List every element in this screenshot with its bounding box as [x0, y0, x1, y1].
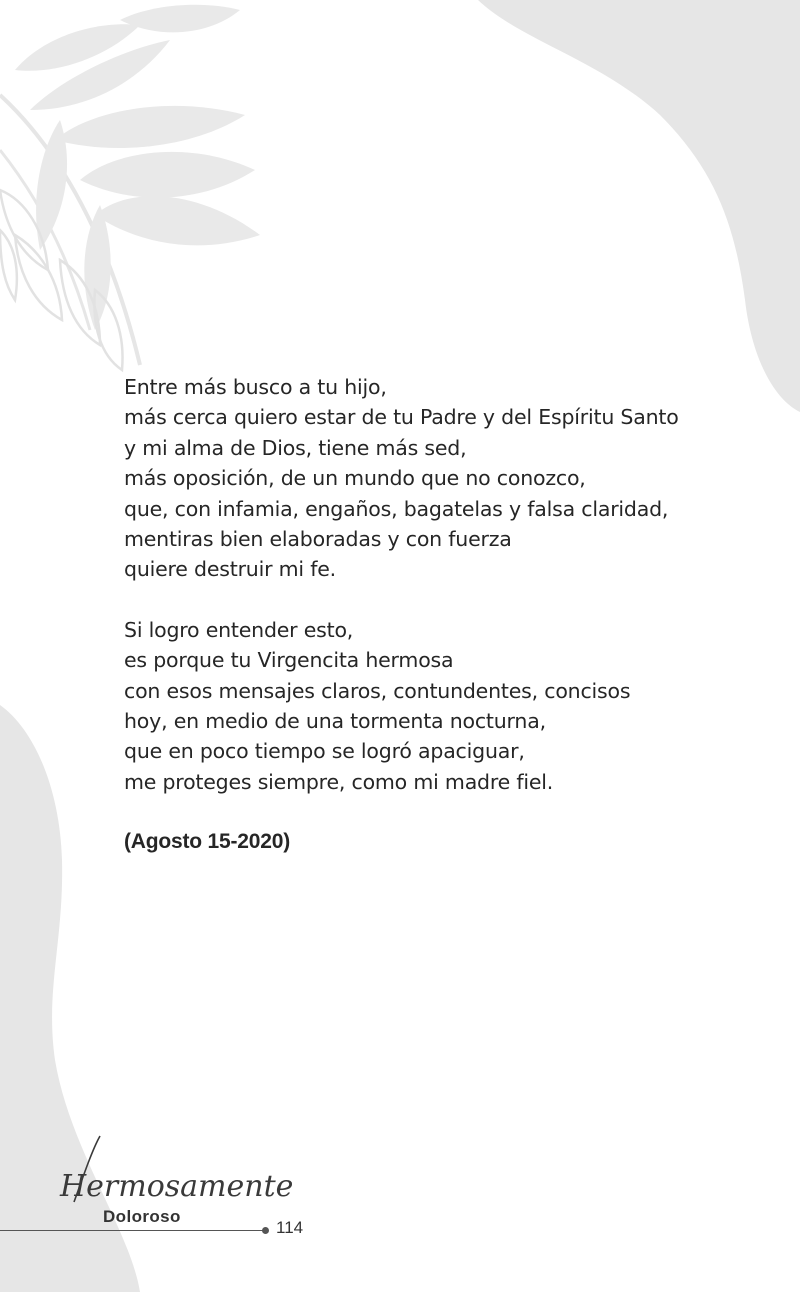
poem-line: me proteges siempre, como mi madre fiel.: [124, 769, 554, 794]
stanza-1: [124, 372, 744, 585]
poem-body: [124, 372, 744, 858]
poem-line: hoy, en medio de una tormenta nocturna,: [124, 709, 546, 734]
poem-line: Si logro entender esto,: [124, 617, 354, 642]
poem-line: con esos mensajes claros, contundentes, concisos: [124, 678, 631, 703]
poem-line: mentiras bien elaboradas y con fuerza: [124, 527, 512, 552]
poem-line: que, con infamia, engaños, bagatelas y falsa claridad,: [124, 496, 669, 521]
poem-line: Entre más busco a tu hijo,: [124, 375, 387, 399]
book-subtitle: Doloroso: [103, 1207, 181, 1226]
poem-line: y mi alma de Dios, tiene más sed,: [124, 435, 467, 460]
poem-date: (Agosto 15-2020): [124, 830, 291, 854]
page-number: 114: [276, 1218, 304, 1237]
poem-line: que en poco tiempo se logró apaciguar,: [124, 739, 525, 764]
stanza-2: [124, 615, 744, 797]
book-title-logo: [52, 1130, 294, 1210]
poem-line: es porque tu Virgencita hermosa: [124, 648, 454, 673]
leaf-branch-icon: [0, 5, 260, 365]
footer-dot: [262, 1227, 269, 1234]
book-title-script: Hermosamente: [60, 1169, 294, 1204]
footer-rule: [0, 1230, 266, 1231]
top-right-blob: [478, 0, 800, 412]
poem-line: más cerca quiero estar de tu Padre y del Espíritu Santo: [124, 405, 679, 430]
poem-line: más oposición, de un mundo que no conozco,: [124, 466, 586, 491]
poem-line: quiere destruir mi fe.: [124, 557, 336, 582]
